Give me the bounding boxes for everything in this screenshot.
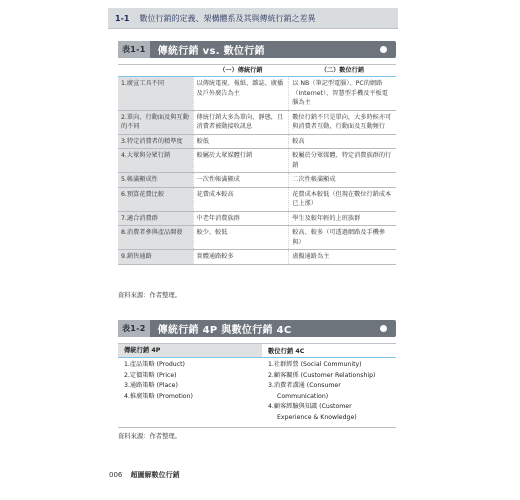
table1-title: 傳統行銷 vs. 數位行銷 xyxy=(157,46,265,57)
row-label: 7.適合消費群 xyxy=(118,211,193,226)
list-item: 1.產品策略 (Product) xyxy=(124,361,185,368)
table-row xyxy=(118,134,396,149)
table-cell: 較屬於分眾媒體、特定消費族群的行銷 xyxy=(289,149,396,173)
bullet-dot-icon xyxy=(380,325,387,332)
table-cell: 較低 xyxy=(193,134,289,149)
row-label: 5.帳滿顯成性 xyxy=(118,173,193,188)
row-label: 1.廣宣工具不同 xyxy=(118,77,193,111)
table-header-row xyxy=(118,343,396,358)
table-cell: 較高 xyxy=(289,134,396,149)
table-row xyxy=(118,187,396,211)
4c-list xyxy=(262,360,394,424)
list-item: 4.顧客經驗與知識 (Customer xyxy=(268,403,352,411)
left-header: 傳統行銷 4P xyxy=(118,344,262,357)
list-item: 2.定價策略 (Price) xyxy=(124,371,177,379)
table-row xyxy=(118,226,396,250)
table-body xyxy=(118,358,396,428)
bullet-dot-icon xyxy=(380,46,387,53)
table2-source-note: 資料來源：作者整理。 xyxy=(118,433,181,440)
4p-list xyxy=(118,360,262,424)
table-cell: 一次性帳滿顯成 xyxy=(193,173,289,188)
list-item: 4.推廣策略 (Promotion) xyxy=(124,392,193,400)
table-header-cell xyxy=(118,65,193,77)
row-label: 9.銷售通路 xyxy=(118,250,193,265)
table1-title-bar xyxy=(118,41,396,58)
section-header xyxy=(108,8,398,28)
comparison-table xyxy=(118,64,396,265)
row-label: 8.消費者參與產品開發 xyxy=(118,226,193,250)
table-header-cell: （二）數位行銷 xyxy=(289,65,396,77)
table2-tag: 表1-2 xyxy=(118,320,150,337)
page-number: 006 xyxy=(109,471,123,479)
table-row xyxy=(118,149,396,173)
table-cell: 實體通路較多 xyxy=(193,250,289,265)
list-item: 1.社群經營 (Social Community) xyxy=(268,361,362,368)
page-footer xyxy=(109,470,180,480)
table-cell: 數位行銷不只是單向，大多時候亦可與消費者互動，行動面及互動頻行 xyxy=(289,110,396,134)
table-header-row xyxy=(118,65,396,77)
row-label: 4.大眾與分眾行銷 xyxy=(118,149,193,173)
table-cell: 花費成本較低（但現在數位行銷成本已上漲） xyxy=(289,187,396,211)
table-cell: 較高、較多（可透過網路及手機參與） xyxy=(289,226,396,250)
list-item: 3.消費者溝通 (Consumer xyxy=(268,382,341,390)
table-row xyxy=(118,173,396,188)
table-cell: 較少、較低 xyxy=(193,226,289,250)
row-label: 6.預算花費比較 xyxy=(118,187,193,211)
table-cell: 中老年消費族群 xyxy=(193,211,289,226)
table2-title: 傳統行銷 4P 與數位行銷 4C xyxy=(157,325,292,336)
table-cell: 學生及較年輕的上班族群 xyxy=(289,211,396,226)
table-cell: 以 NB（筆記型電腦）、PC的網路（Internet）、智慧型手機及平板電腦為主 xyxy=(289,77,396,111)
table-row xyxy=(118,250,396,265)
table-header-cell: （一）傳統行銷 xyxy=(193,65,289,77)
table2-title-bar xyxy=(118,320,396,337)
row-label: 2.單向、行動面及與互動的不同 xyxy=(118,110,193,134)
row-label: 3.特定消費者的精準度 xyxy=(118,134,193,149)
4p-4c-table xyxy=(118,343,396,428)
table-row xyxy=(118,77,396,111)
book-title: 超圖解數位行銷 xyxy=(130,471,180,479)
right-header: 數位行銷 4C xyxy=(268,348,305,355)
table-cell: 以傳統電視、報紙、雜誌、廣播及戶外廣告為主 xyxy=(193,77,289,111)
table-cell: 傳統行銷大多為單向、靜態，且消費者被動接收訊息 xyxy=(193,110,289,134)
table1-tag: 表1-1 xyxy=(118,41,150,58)
table-row xyxy=(118,110,396,134)
list-item: 2.顧客關係 (Customer Relationship) xyxy=(268,371,376,379)
table-cell: 較屬於大眾媒體行銷 xyxy=(193,149,289,173)
section-divider xyxy=(108,28,398,29)
list-item: 3.通路策略 (Place) xyxy=(124,382,178,390)
list-item-continuation: Experience & Knowledge) xyxy=(277,413,357,421)
list-item-continuation: Communication) xyxy=(277,392,329,400)
table-cell: 虛擬通路為主 xyxy=(289,250,396,265)
table-cell: 花費成本較高 xyxy=(193,187,289,211)
table-cell: 二次性帳滿顯成 xyxy=(289,173,396,188)
section-number: 1-1 xyxy=(115,13,130,23)
table1-source-note: 資料來源：作者整理。 xyxy=(118,292,181,299)
table-row xyxy=(118,211,396,226)
section-title: 數位行銷的定義、架構體系及其與傳統行銷之差異 xyxy=(139,13,316,23)
